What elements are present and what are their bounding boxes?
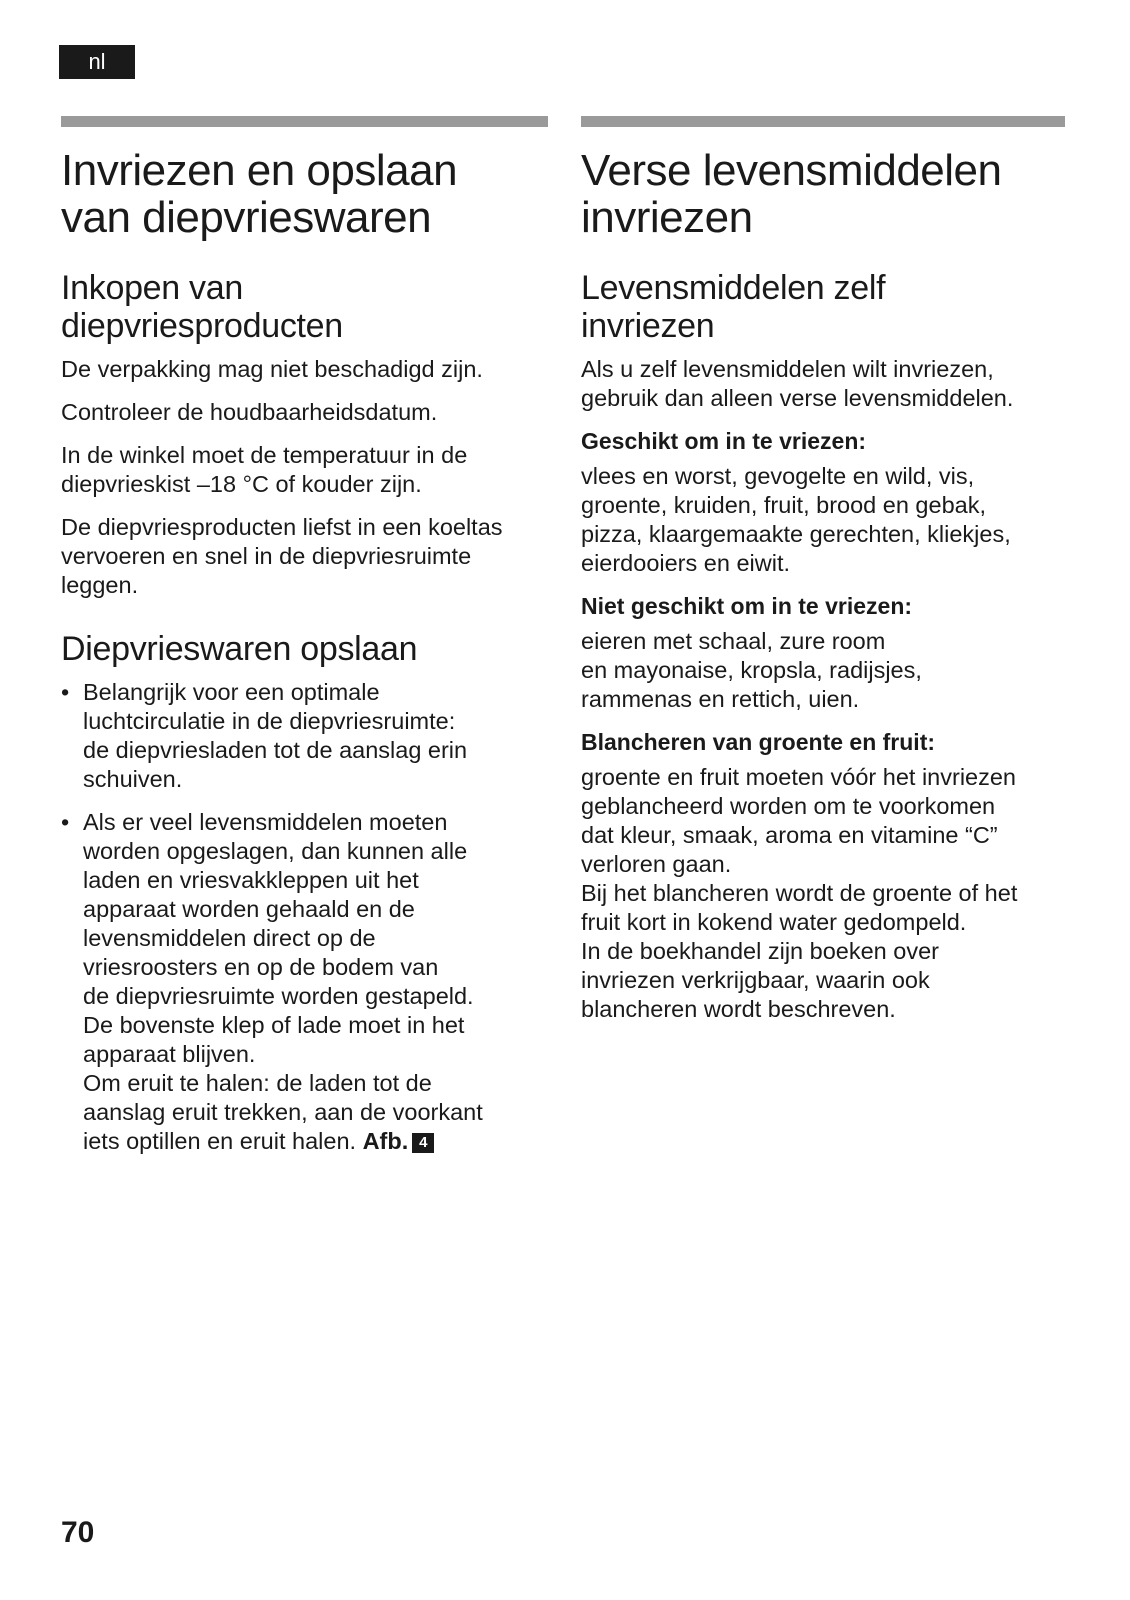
block-text: vlees en worst, gevogelte en wild, vis, groente, kruiden, fruit, brood en gebak, pizza, klaargemaakte gerechten, kliekjes, eierdooiers en eiwit. [581,463,1011,576]
section-rule [61,116,548,127]
block-lead: Geschikt om in te vriezen: [581,428,867,454]
page-number: 70 [61,1516,95,1549]
list-item [61,808,548,1156]
section-rule [581,116,1065,127]
intro-paragraph: Als u zelf levensmiddelen wilt invriezen, gebruik dan alleen verse levensmiddelen. [581,356,1014,411]
block-text: eieren met schaal, zure room en mayonaise, kropsla, radijsjes, rammenas en rettich, uien. [581,628,922,712]
section-heading-opslaan: Diepvrieswaren opslaan [61,630,418,668]
bullet-list [61,678,548,1156]
section-heading-zelf-invriezen: Levensmiddelen zelf invriezen [581,269,886,345]
list-item-text: Als er veel levensmiddelen moeten worden opgeslagen, dan kunnen alle laden en vriesvakkleppen uit het apparaat worden gehaald en de levensmiddelen direct op de vriesroosters en op de bodem van de diepvriesruimte worden gestapeld. De bovenste klep of lade moet in het apparaat blijven. Om eruit te halen: de laden tot de aanslag eruit trekken, aan de voorkant iets optillen en eruit halen. [83,809,483,1154]
language-tag: nl [59,45,135,79]
paragraph: Controleer de houdbaarheidsdatum. [61,399,438,425]
block-lead: Niet geschikt om in te vriezen: [581,593,913,619]
list-item [61,678,548,794]
figure-number-badge: 4 [412,1133,434,1153]
paragraph: De verpakking mag niet beschadigd zijn. [61,356,483,382]
page-title-left: Invriezen en opslaan van diepvrieswaren [61,146,458,242]
bullet-icon: • [61,679,70,705]
left-column [61,116,548,1170]
section-heading-inkopen: Inkopen van diepvriesproducten [61,269,343,345]
page-title-right: Verse levensmiddelen invriezen [581,146,1002,242]
figure-reference: Afb. [362,1128,409,1154]
paragraph: In de winkel moet de temperatuur in de diepvrieskist –18 °C of kouder zijn. [61,442,468,497]
list-item-text: Belangrijk voor een optimale luchtcirculatie in de diepvriesruimte: de diepvriesladen tot de aanslag erin schuiven. [83,679,468,792]
block-lead: Blancheren van groente en fruit: [581,729,936,755]
right-column [581,116,1065,1024]
paragraph: De diepvriesproducten liefst in een koeltas vervoeren en snel in de diepvriesruimte leggen. [61,514,503,598]
block-text: groente en fruit moeten vóór het invriezen geblancheerd worden om te voorkomen dat kleur, smaak, aroma en vitamine “C” verloren gaan. Bij het blancheren wordt de groente of het fruit kort in kokend water gedompeld. In de boekhandel zijn boeken over invriezen verkrijgbaar, waarin ook blancheren wordt beschreven. [581,764,1018,1022]
bullet-icon: • [61,809,70,835]
